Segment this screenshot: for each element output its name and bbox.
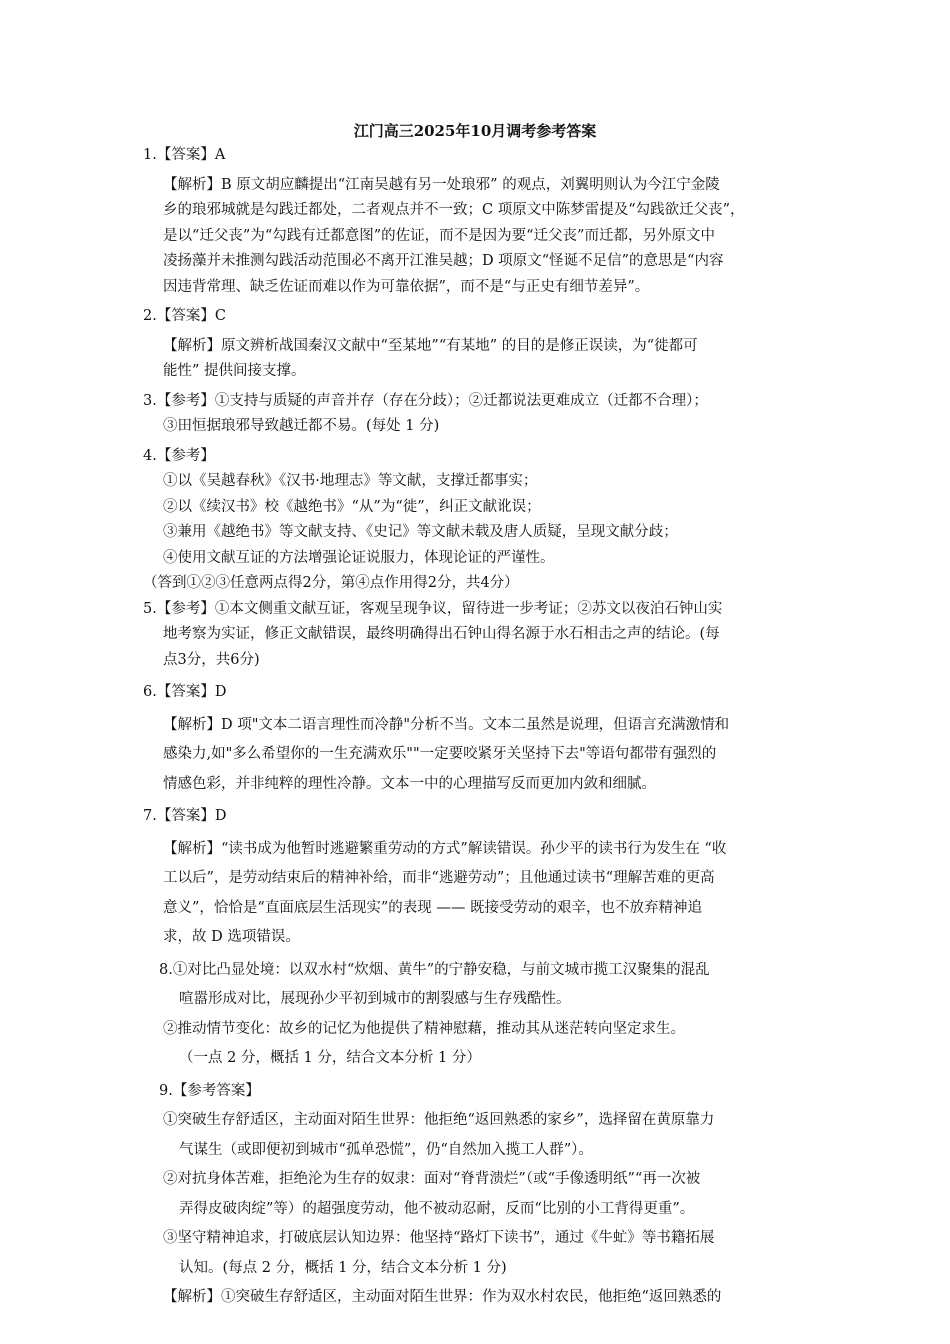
q4-point: ②以《续汉书》校《越绝书》“从”为“徙”，纠正文献讹误；	[163, 498, 541, 515]
q5-reference-line: 点3分，共6分)	[163, 651, 260, 668]
q1-analysis-line: 凌扬藻并未推测勾践活动范围必不离开江淮吴越；D 项原文“怪诞不足信”的意思是“内容	[163, 253, 724, 269]
q9-point-line: 弄得皮破肉绽”等）的超强度劳动，他不被动忍耐，反而“比别的小工背得更重”。	[179, 1200, 695, 1217]
q9-point: ①突破生存舒适区，主动面对陌生世界：他拒绝“返回熟悉的家乡”，选择留在黄原靠力	[163, 1112, 715, 1128]
answer-content	[143, 143, 813, 1311]
q4-point: ①以《吴越春秋》《汉书·地理志》等文献，支撑迁都事实；	[163, 473, 538, 489]
q6-analysis-line: 情感色彩，并非纯粹的理性冷静。文本一中的心理描写反而更加内敛和细腻。	[163, 775, 656, 792]
q1-analysis-line: 【解析】B 原文胡应麟提出“江南吴越有另一处琅邪” 的观点，刘翼明则认为今江宁金陵	[163, 176, 720, 193]
q9-point-line: 认知。(每点 2 分，概括 1 分，结合文本分析 1 分)	[179, 1259, 507, 1276]
q7-analysis-line: 工以后”，是劳动结束后的精神补给，而非“逃避劳动”；且他通过读书“理解苦难的更高	[163, 870, 715, 886]
q5-reference-line: 地考察为实证，修正文献错误，最终明确得出石钟山得名源于水石相击之声的结论。(每	[163, 626, 720, 642]
q1-analysis-line: 因违背常理、缺乏佐证而难以作为可靠依据”，而不是“与正史有细节差异”。	[163, 278, 650, 295]
q9-reference: 9.【参考答案】	[159, 1082, 260, 1099]
q6-analysis-line: 【解析】D 项"文本二语言理性而冷静"分析不当。文本二虽然是说理，但语言充满激情和	[163, 716, 730, 733]
q2-answer: 2.【答案】C	[143, 308, 226, 324]
q4-point: ④使用文献互证的方法增强论证说服力，体现论证的严谨性。	[163, 549, 555, 566]
q2-analysis-line: 【解析】原文辨析战国秦汉文献中“至某地”“有某地” 的目的是修正误读，为“徙都可	[163, 337, 698, 354]
q2-analysis-line: 能性” 提供间接支撑。	[163, 363, 306, 379]
q3-reference: 3.【参考】①支持与质疑的声音并存（存在分歧）；②迁都说法更难成立（迁都不合理）；	[143, 392, 708, 409]
q6-analysis-line: 感染力,如"多么希望你的一生充满欢乐""一定要咬紧牙关坚持下去"等语句都带有强烈的	[163, 746, 717, 762]
q6-answer: 6.【答案】D	[143, 684, 227, 700]
q8-point-line: 喧嚣形成对比，展现孙少平初到城市的割裂感与生存残酷性。	[179, 991, 571, 1007]
q4-reference: 4.【参考】	[143, 447, 215, 464]
q9-point: ③坚守精神追求，打破底层认知边界：他坚持“路灯下读书”，通过《牛虻》等书籍拓展	[163, 1230, 715, 1246]
q9-point-line: 气谋生（或即便初到城市“孤单恐慌”，仍“自然加入揽工人群”）。	[179, 1141, 593, 1158]
q1-answer: 1.【答案】A	[143, 147, 226, 163]
q1-analysis-line: 乡的琅邪城就是勾践迁都处，二者观点并不一致；C 项原文中陈梦雷提及“勾践欲迁父丧”，	[163, 202, 745, 218]
q4-scoring-note: （答到①②③任意两点得2分，第④点作用得2分，共4分）	[143, 575, 519, 591]
q4-point: ③兼用《越绝书》等文献支持、《史记》等文献未载及唐人质疑，呈现文献分歧；	[163, 524, 678, 540]
page-title: 江门高三2025年10月调考参考答案	[353, 122, 597, 140]
q3-reference-line: ③田恒据琅邪导致越迁都不易。(每处 1 分)	[163, 418, 440, 434]
q1-analysis-line: 是以“迁父丧”为“勾践有迁都意图”的佐证，而不是因为要“迁父丧”而迁都，另外原文中	[163, 227, 715, 244]
q7-analysis-line: 意义”，恰恰是“直面底层生活现实”的表现 —— 既接受劳动的艰辛，也不放弃精神追	[163, 899, 702, 916]
q8-scoring-note: （一点 2 分，概括 1 分，结合文本分析 1 分）	[179, 1050, 481, 1066]
q7-analysis-line: 【解析】“读书成为他暂时逃避繁重劳动的方式”解读错误。孙少平的读书行为发生在 “收	[163, 840, 727, 857]
q5-reference: 5.【参考】①本文侧重文献互证，客观呈现争议，留待进一步考证；②苏文以夜泊石钟山实	[143, 600, 723, 617]
q9-point: ②对抗身体苦难，拒绝沦为生存的奴隶：面对“脊背溃烂”（或“手像透明纸”“再一次被	[163, 1171, 701, 1187]
q8-point: 8.①对比凸显处境：以双水村“炊烟、黄牛”的宁静安稳，与前文城市揽工汉聚集的混乱	[159, 961, 710, 978]
q8-point: ②推动情节变化：故乡的记忆为他提供了精神慰藉，推动其从迷茫转向坚定求生。	[163, 1020, 685, 1037]
q7-analysis-line: 求，故 D 选项错误。	[163, 929, 300, 945]
q7-answer: 7.【答案】D	[143, 808, 227, 824]
q9-analysis-line: 【解析】①突破生存舒适区，主动面对陌生世界：作为双水村农民，他拒绝“返回熟悉的	[163, 1289, 722, 1305]
